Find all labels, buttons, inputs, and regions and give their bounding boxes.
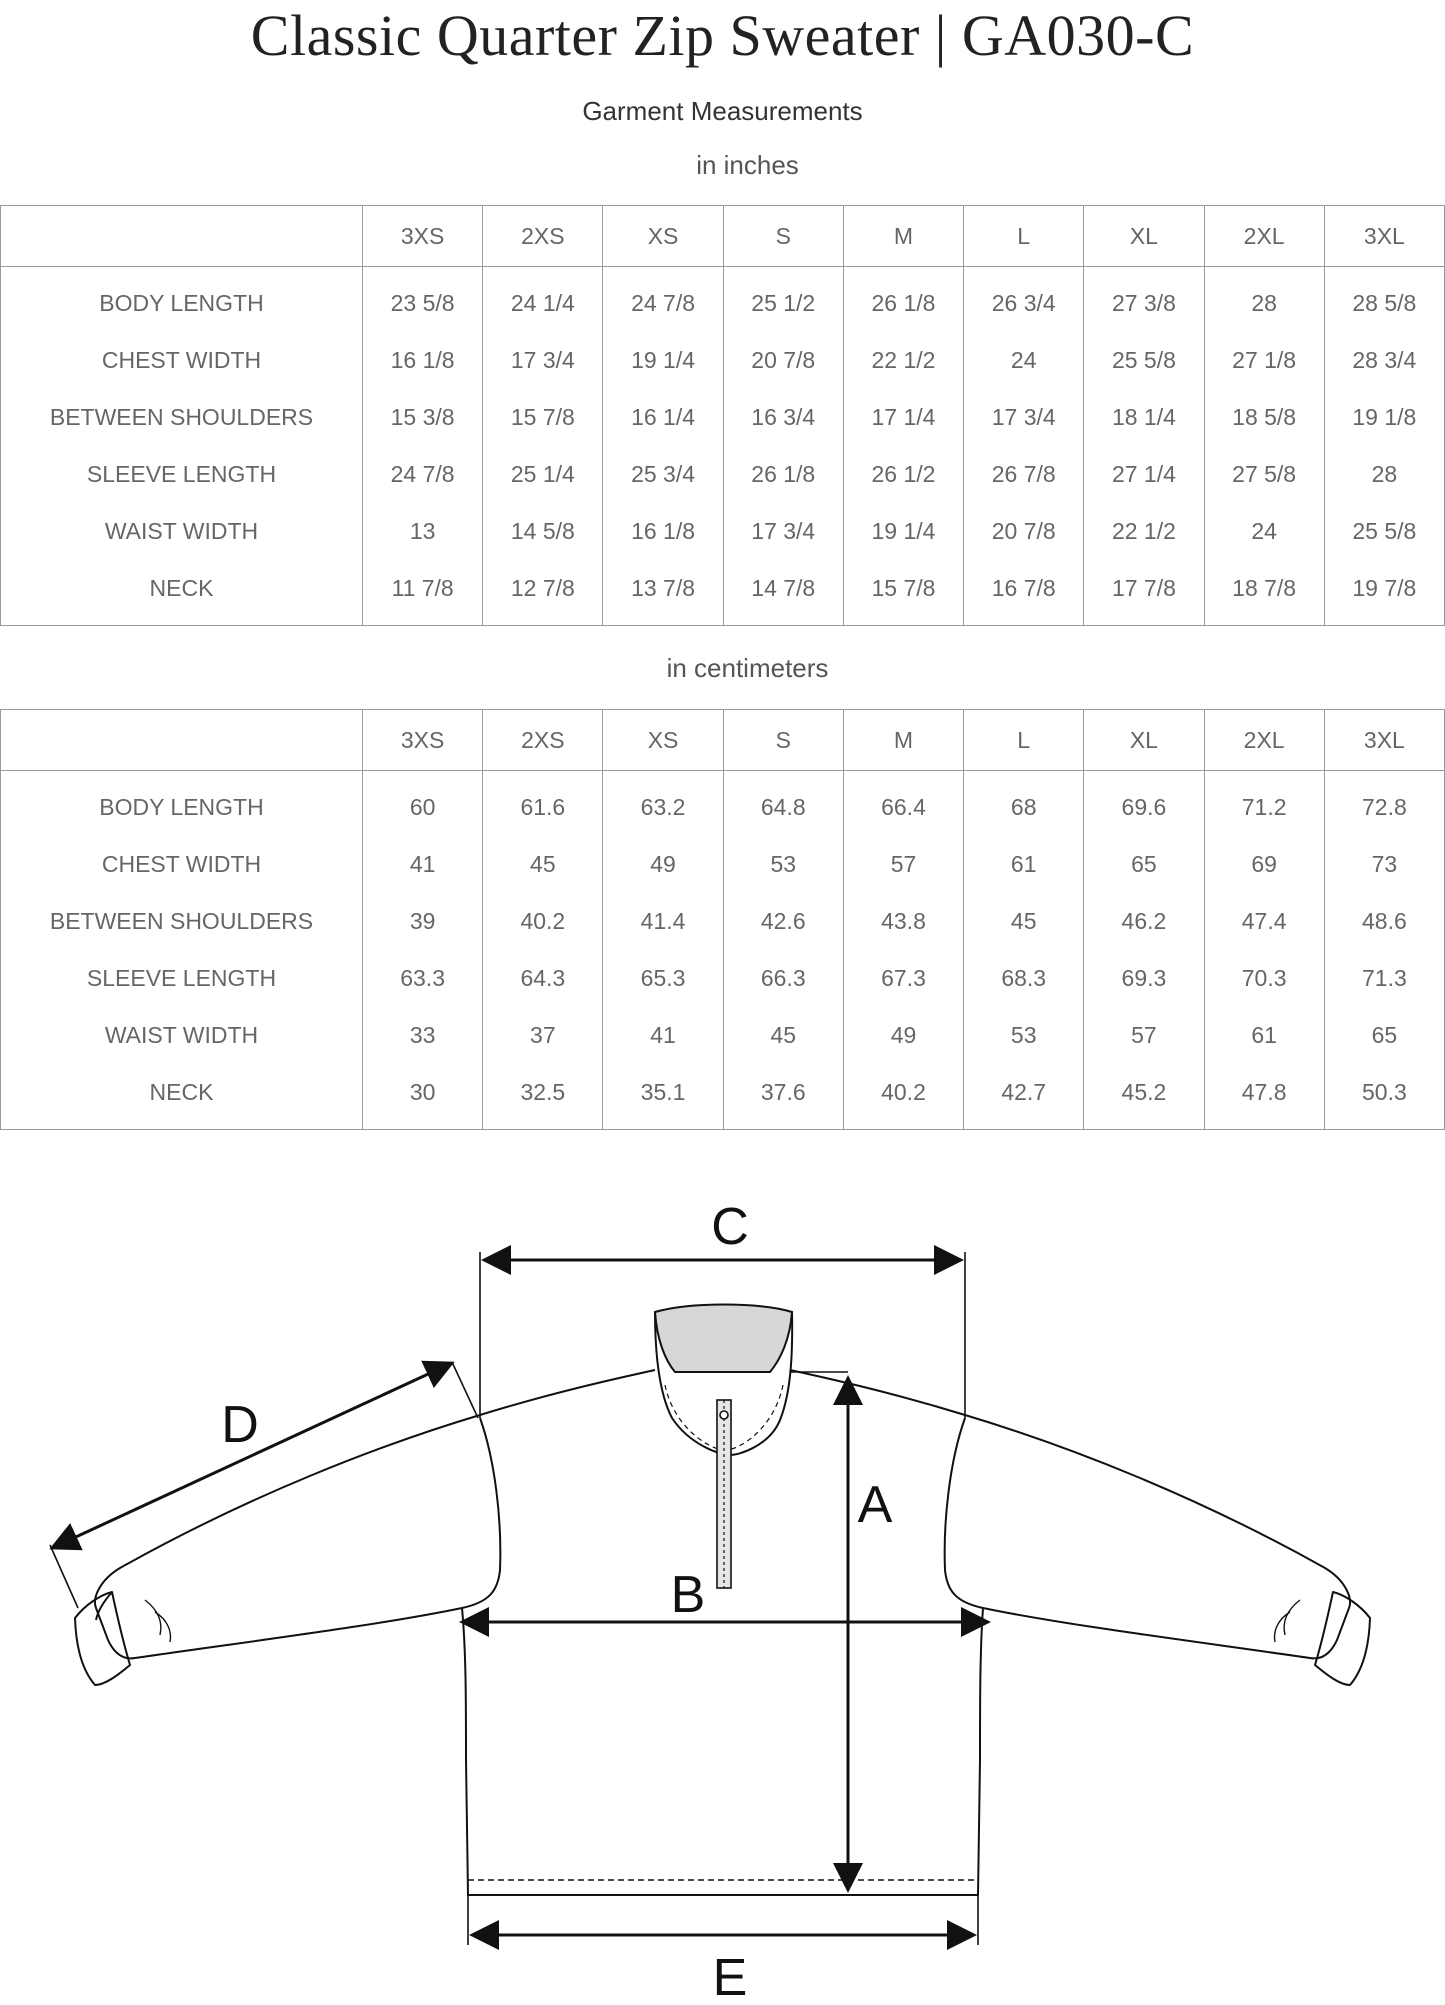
garment-diagram (0, 1180, 1445, 2005)
table-cell: 12 7/8 (483, 560, 603, 626)
table-cell: 26 1/2 (843, 446, 963, 503)
table-cell: 33 (363, 1007, 483, 1064)
table-cell: 19 1/8 (1324, 389, 1444, 446)
table-cell: 18 7/8 (1204, 560, 1324, 626)
table-cell: 42.7 (964, 1064, 1084, 1130)
row-label: SLEEVE LENGTH (1, 950, 363, 1007)
table-cell: 25 1/4 (483, 446, 603, 503)
inches-size-header: 3XS (363, 206, 483, 267)
table-cell: 49 (603, 836, 723, 893)
table-cell: 16 7/8 (964, 560, 1084, 626)
table-cell: 61 (1204, 1007, 1324, 1064)
row-label: CHEST WIDTH (1, 836, 363, 893)
table-cell: 65 (1084, 836, 1204, 893)
label-c: C (711, 1198, 749, 1256)
table-cell: 25 3/4 (603, 446, 723, 503)
table-cell: 15 3/8 (363, 389, 483, 446)
table-cell: 17 3/4 (964, 389, 1084, 446)
table-cell: 45 (483, 836, 603, 893)
table-cell: 22 1/2 (1084, 503, 1204, 560)
label-d: D (221, 1396, 259, 1454)
table-cell: 70.3 (1204, 950, 1324, 1007)
table-cell: 57 (843, 836, 963, 893)
table-cell: 17 1/4 (843, 389, 963, 446)
table-cell: 64.3 (483, 950, 603, 1007)
table-cell: 47.8 (1204, 1064, 1324, 1130)
table-cell: 45 (964, 893, 1084, 950)
measurement-arrows (50, 1252, 988, 1945)
table-cell: 66.3 (723, 950, 843, 1007)
centimeters-size-header: 2XL (1204, 710, 1324, 771)
label-a: A (857, 1476, 893, 1534)
table-cell: 14 7/8 (723, 560, 843, 626)
table-cell: 18 5/8 (1204, 389, 1324, 446)
label-e: E (712, 1949, 748, 2005)
table-cell: 49 (843, 1007, 963, 1064)
table-row (1, 503, 1445, 560)
inches-table (0, 205, 1445, 626)
inches-size-header: 2XL (1204, 206, 1324, 267)
table-cell: 24 1/4 (483, 267, 603, 333)
table-row (1, 560, 1445, 626)
table-cell: 65.3 (603, 950, 723, 1007)
table-cell: 68.3 (964, 950, 1084, 1007)
table-row (1, 267, 1445, 333)
table-row (1, 836, 1445, 893)
table-cell: 28 5/8 (1324, 267, 1444, 333)
table-cell: 71.2 (1204, 771, 1324, 837)
zipper (717, 1400, 731, 1588)
table-cell: 40.2 (483, 893, 603, 950)
centimeters-header-row (1, 710, 1445, 771)
row-label: NECK (1, 1064, 363, 1130)
table-cell: 66.4 (843, 771, 963, 837)
table-cell: 46.2 (1084, 893, 1204, 950)
centimeters-size-header: XL (1084, 710, 1204, 771)
centimeters-heading: in centimeters (666, 653, 829, 683)
table-row (1, 332, 1445, 389)
table-cell: 27 1/4 (1084, 446, 1204, 503)
table-cell: 13 7/8 (603, 560, 723, 626)
table-cell: 27 3/8 (1084, 267, 1204, 333)
inches-size-header: 3XL (1324, 206, 1444, 267)
page-title: Classic Quarter Zip Sweater | GA030-C (250, 3, 1195, 68)
table-cell: 47.4 (1204, 893, 1324, 950)
row-label: SLEEVE LENGTH (1, 446, 363, 503)
inches-size-header: L (964, 206, 1084, 267)
centimeters-table (0, 709, 1445, 1130)
table-cell: 16 1/4 (603, 389, 723, 446)
table-row (1, 389, 1445, 446)
table-cell: 50.3 (1324, 1064, 1444, 1130)
row-label: WAIST WIDTH (1, 1007, 363, 1064)
table-cell: 23 5/8 (363, 267, 483, 333)
table-cell: 19 7/8 (1324, 560, 1444, 626)
table-cell: 15 7/8 (843, 560, 963, 626)
inches-size-header: M (843, 206, 963, 267)
table-cell: 41.4 (603, 893, 723, 950)
table-cell: 15 7/8 (483, 389, 603, 446)
table-cell: 20 7/8 (964, 503, 1084, 560)
table-cell: 45.2 (1084, 1064, 1204, 1130)
table-row (1, 771, 1445, 837)
table-row (1, 893, 1445, 950)
table-cell: 28 (1204, 267, 1324, 333)
table-cell: 64.8 (723, 771, 843, 837)
table-cell: 16 3/4 (723, 389, 843, 446)
table-cell: 30 (363, 1064, 483, 1130)
row-label: CHEST WIDTH (1, 332, 363, 389)
table-cell: 24 (964, 332, 1084, 389)
table-cell: 39 (363, 893, 483, 950)
row-label: BETWEEN SHOULDERS (1, 893, 363, 950)
table-cell: 43.8 (843, 893, 963, 950)
inches-size-header: XL (1084, 206, 1204, 267)
table-cell: 26 3/4 (964, 267, 1084, 333)
centimeters-size-header: 3XS (363, 710, 483, 771)
centimeters-size-header: M (843, 710, 963, 771)
table-cell: 41 (603, 1007, 723, 1064)
table-cell: 16 1/8 (603, 503, 723, 560)
table-cell: 19 1/4 (843, 503, 963, 560)
table-row (1, 1064, 1445, 1130)
table-cell: 26 1/8 (723, 446, 843, 503)
table-cell: 40.2 (843, 1064, 963, 1130)
row-label: NECK (1, 560, 363, 626)
centimeters-size-header: 3XL (1324, 710, 1444, 771)
table-cell: 69.3 (1084, 950, 1204, 1007)
table-cell: 45 (723, 1007, 843, 1064)
table-cell: 20 7/8 (723, 332, 843, 389)
table-cell: 25 5/8 (1324, 503, 1444, 560)
table-cell: 63.3 (363, 950, 483, 1007)
table-row (1, 446, 1445, 503)
table-cell: 28 (1324, 446, 1444, 503)
inches-header-row (1, 206, 1445, 267)
table-cell: 24 7/8 (363, 446, 483, 503)
table-cell: 63.2 (603, 771, 723, 837)
table-cell: 53 (964, 1007, 1084, 1064)
row-label: BODY LENGTH (1, 771, 363, 837)
label-b: B (670, 1566, 706, 1624)
table-cell: 18 1/4 (1084, 389, 1204, 446)
table-cell: 60 (363, 771, 483, 837)
table-cell: 13 (363, 503, 483, 560)
table-cell: 48.6 (1324, 893, 1444, 950)
table-cell: 65 (1324, 1007, 1444, 1064)
table-cell: 17 7/8 (1084, 560, 1204, 626)
table-cell: 61 (964, 836, 1084, 893)
centimeters-size-header: S (723, 710, 843, 771)
table-cell: 72.8 (1324, 771, 1444, 837)
inches-header-blank (1, 206, 363, 267)
table-cell: 24 7/8 (603, 267, 723, 333)
table-cell: 41 (363, 836, 483, 893)
row-label: BODY LENGTH (1, 267, 363, 333)
table-cell: 22 1/2 (843, 332, 963, 389)
table-cell: 35.1 (603, 1064, 723, 1130)
table-cell: 32.5 (483, 1064, 603, 1130)
table-cell: 73 (1324, 836, 1444, 893)
table-row (1, 1007, 1445, 1064)
table-cell: 17 3/4 (723, 503, 843, 560)
centimeters-header-blank (1, 710, 363, 771)
table-cell: 37 (483, 1007, 603, 1064)
row-label: WAIST WIDTH (1, 503, 363, 560)
table-cell: 69 (1204, 836, 1324, 893)
table-cell: 61.6 (483, 771, 603, 837)
table-cell: 27 5/8 (1204, 446, 1324, 503)
table-cell: 53 (723, 836, 843, 893)
table-cell: 37.6 (723, 1064, 843, 1130)
table-cell: 19 1/4 (603, 332, 723, 389)
row-label: BETWEEN SHOULDERS (1, 389, 363, 446)
table-cell: 25 5/8 (1084, 332, 1204, 389)
table-cell: 24 (1204, 503, 1324, 560)
table-cell: 16 1/8 (363, 332, 483, 389)
centimeters-size-header: 2XS (483, 710, 603, 771)
inches-size-header: S (723, 206, 843, 267)
inches-size-header: 2XS (483, 206, 603, 267)
table-cell: 42.6 (723, 893, 843, 950)
inches-size-header: XS (603, 206, 723, 267)
table-cell: 67.3 (843, 950, 963, 1007)
inches-heading: in inches (696, 150, 799, 180)
table-cell: 57 (1084, 1007, 1204, 1064)
table-cell: 26 7/8 (964, 446, 1084, 503)
table-row (1, 950, 1445, 1007)
table-cell: 11 7/8 (363, 560, 483, 626)
table-cell: 27 1/8 (1204, 332, 1324, 389)
table-cell: 26 1/8 (843, 267, 963, 333)
table-cell: 28 3/4 (1324, 332, 1444, 389)
table-cell: 14 5/8 (483, 503, 603, 560)
centimeters-size-header: L (964, 710, 1084, 771)
table-cell: 71.3 (1324, 950, 1444, 1007)
table-cell: 68 (964, 771, 1084, 837)
page-subtitle: Garment Measurements (582, 96, 863, 126)
table-cell: 17 3/4 (483, 332, 603, 389)
centimeters-size-header: XS (603, 710, 723, 771)
table-cell: 25 1/2 (723, 267, 843, 333)
table-cell: 69.6 (1084, 771, 1204, 837)
